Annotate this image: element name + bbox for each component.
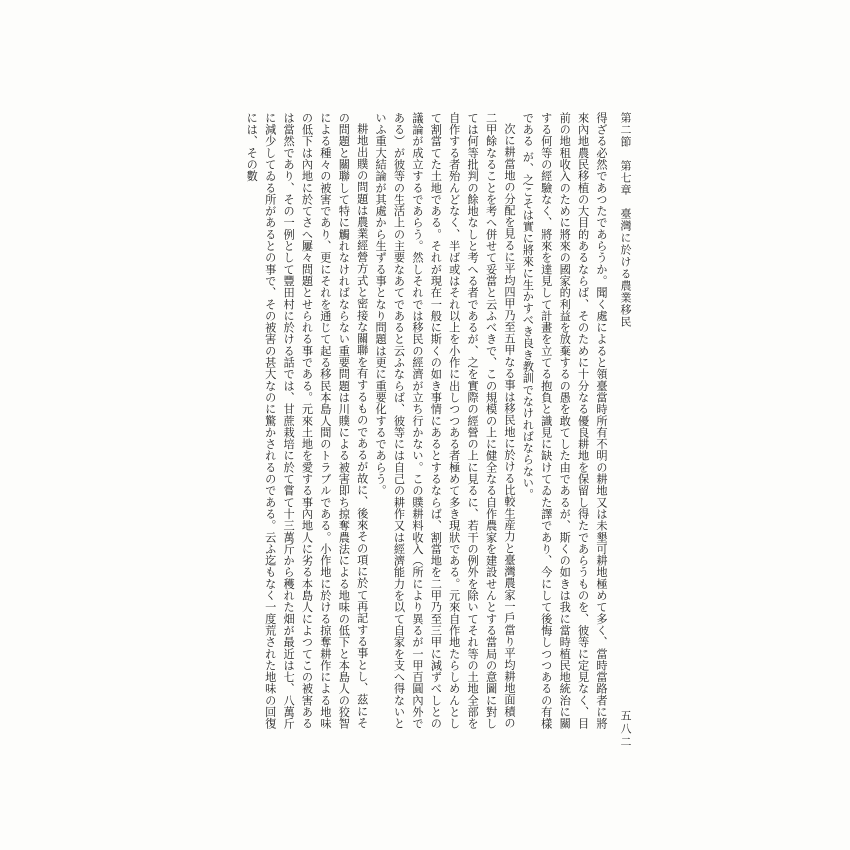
paragraph-1: 得ざる必然であつたであらうか。聞く處によると領臺當時所有不明の耕地又は未墾可耕地極めて多く、當時當路者に將來內地農民移植の大目的あるならば、そのために十分なる優良耕地を保留し得たであらうものを、彼等に定見なく、目前の地租收入のために將來の國家的利益を放棄するの愚を敢てした由であるが、斯くの如きは我に當時植民地統治に關する何等の經驗なく、將來を達見して計畫を立てる抱負と識見に缺けてゐた譯であり、今にして後悔しつつあるの有樣である が、之こそは實に將來に生かすべき良き教訓でなければならない。 bbox=[521, 112, 608, 730]
page-number: 五八二 bbox=[619, 710, 632, 749]
paragraph-2: 次に耕當地の分配を見るに平均四甲乃至五甲なる事は移民地に於ける比較生産力と臺灣農家一戶當り平均耕地面積の二甲餘なることを考へ併せて妥當と云ふべきで、この規模の上に健全なる自作農家を建設せんとする當局の意圖に對しては何等批判の餘地なしと考へる者であるが、之を實際の經營の上に見るに、若干の例外を除いてそれ等の土地全部を自作する者殆んどなく、半ば或はそれ以上を小作に出しつつある者極めて多き現狀である。元來自作地たらしめんとして割當てた土地である。それが現在一般に斯くの如き事情にあるとするならば、割當地を二甲乃至三甲に減ずべしとの議論が成立するであらう。然しそれでは移民の經濟が立ち行かない。この贌耕料收入（所により異るが一甲百圓內外である）が彼等の生活上の主要なあてであると云ふならば、彼等には自己の耕作又は經濟能力を以て自家を支へ得ないといふ重大結論が其處から生ずる事となり問題は更に重要化するであらう。 bbox=[374, 112, 516, 730]
body-text bbox=[242, 112, 610, 732]
paragraph-3: 耕地出贌の問題は農業經營方式と密接な關聯を有するものであるが故に、後來その項に於て再記する事とし、茲にその問題と關聯して特に觸れなければならない重要問題は川贌による被害即ち掠奪農法による地味の低下と本島人の狡智による種々の被害であり、更にそれを通じて起る移民本島人間のトラブルである。小作地に於ける掠奪耕作による地味の低下は內地に於てさへ屢々問題とせられる事である。元來土地を愛する事內地人に劣る本島人によつてこの被害あるは當然であり、その一例として豐田村に於ける話では、甘蔗栽培に於て嘗て十三萬斤から穫れた畑が最近は七、八萬斤に減少してゐる所があるとの事で、その被害の甚大なのに驚かされるのである。云ふ迄もなく一度荒された地味の回復には、その數 bbox=[245, 112, 369, 730]
running-header: 第二節 第七章 臺灣に於ける農業移民 bbox=[619, 112, 632, 328]
